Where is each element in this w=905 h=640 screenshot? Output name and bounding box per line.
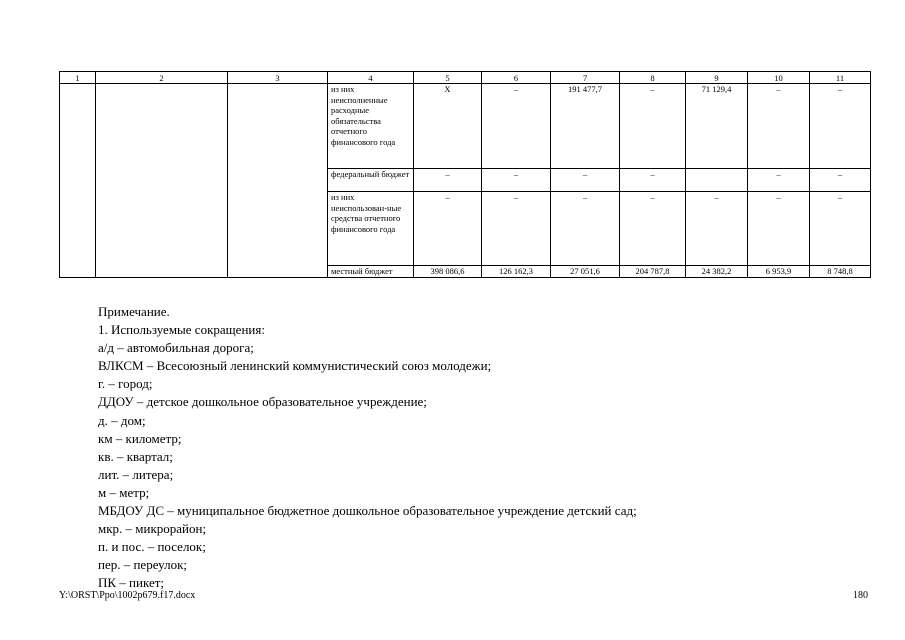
- table-cell: X: [414, 84, 482, 169]
- column-number-row: [60, 72, 871, 84]
- table-row: [60, 84, 871, 169]
- empty-cell: [96, 84, 228, 278]
- table-cell: –: [620, 192, 686, 266]
- note-line: м – метр;: [98, 484, 150, 500]
- table-cell: 191 477,7: [551, 84, 620, 169]
- table-cell: [686, 169, 748, 192]
- note-line: лит. – литера;: [98, 466, 174, 482]
- row-label: местный бюджет: [328, 266, 414, 278]
- table-cell: 126 162,3: [482, 266, 551, 278]
- note-line: км – километр;: [98, 430, 182, 446]
- table-cell: 6 953,9: [748, 266, 810, 278]
- table-cell: –: [810, 192, 871, 266]
- row-label: федеральный бюджет: [328, 169, 414, 192]
- table-cell: 204 787,8: [620, 266, 686, 278]
- table-cell: 24 382,2: [686, 266, 748, 278]
- table-cell: –: [810, 169, 871, 192]
- table-cell: –: [748, 84, 810, 169]
- footer-file-path: Y:\ORST\Ppo\1002p679.f17.docx: [59, 590, 196, 601]
- table-cell: –: [686, 192, 748, 266]
- table-cell: –: [551, 192, 620, 266]
- notes-title: Примечание.: [98, 304, 170, 319]
- column-number: 4: [328, 72, 414, 84]
- table-cell: 398 086,6: [414, 266, 482, 278]
- table-cell: –: [748, 169, 810, 192]
- notes-section: [98, 303, 858, 593]
- note-line: а/д – автомобильная дорога;: [98, 340, 254, 356]
- table-cell: –: [551, 169, 620, 192]
- table-cell: 27 051,6: [551, 266, 620, 278]
- table-cell: –: [414, 169, 482, 192]
- table-cell: –: [482, 84, 551, 169]
- table-cell: –: [620, 169, 686, 192]
- column-number: 10: [748, 72, 810, 84]
- note-line: мкр. – микрорайон;: [98, 521, 207, 537]
- table-cell: –: [748, 192, 810, 266]
- table-cell: –: [620, 84, 686, 169]
- note-line: ДДОУ – детское дошкольное образовательное учреждение;: [98, 394, 427, 410]
- column-number: 6: [482, 72, 551, 84]
- note-line: г. – город;: [98, 376, 153, 392]
- table-cell: –: [482, 192, 551, 266]
- empty-cell: [60, 84, 96, 278]
- column-number: 1: [60, 72, 96, 84]
- note-line: п. и пос. – поселок;: [98, 539, 206, 555]
- column-number: 8: [620, 72, 686, 84]
- table-cell: –: [414, 192, 482, 266]
- column-number: 9: [686, 72, 748, 84]
- table-cell: –: [482, 169, 551, 192]
- note-line: пер. – переулок;: [98, 557, 187, 573]
- note-line: кв. – квартал;: [98, 448, 173, 464]
- note-line: МБДОУ ДС – муниципальное бюджетное дошкольное образовательное учреждение детский сад;: [98, 503, 637, 519]
- table-cell: 8 748,8: [810, 266, 871, 278]
- empty-cell: [228, 84, 328, 278]
- table-cell: –: [810, 84, 871, 169]
- column-number: 11: [810, 72, 871, 84]
- column-number: 7: [551, 72, 620, 84]
- note-line: д. – дом;: [98, 412, 146, 428]
- note-line: 1. Используемые сокращения:: [98, 322, 265, 338]
- column-number: 3: [228, 72, 328, 84]
- column-number: 2: [96, 72, 228, 84]
- table-cell: 71 129,4: [686, 84, 748, 169]
- row-label: из них неиспользован-ные средства отчетного финансового года: [328, 192, 414, 266]
- note-line: ВЛКСМ – Всесоюзный ленинский коммунистический союз молодежи;: [98, 358, 492, 374]
- column-number: 5: [414, 72, 482, 84]
- note-line: ПК – пикет;: [98, 575, 165, 591]
- budget-table: [59, 71, 871, 278]
- row-label: из них неисполненные расходные обязательства отчетного финансового года: [328, 84, 414, 169]
- page-number: 180: [853, 590, 868, 601]
